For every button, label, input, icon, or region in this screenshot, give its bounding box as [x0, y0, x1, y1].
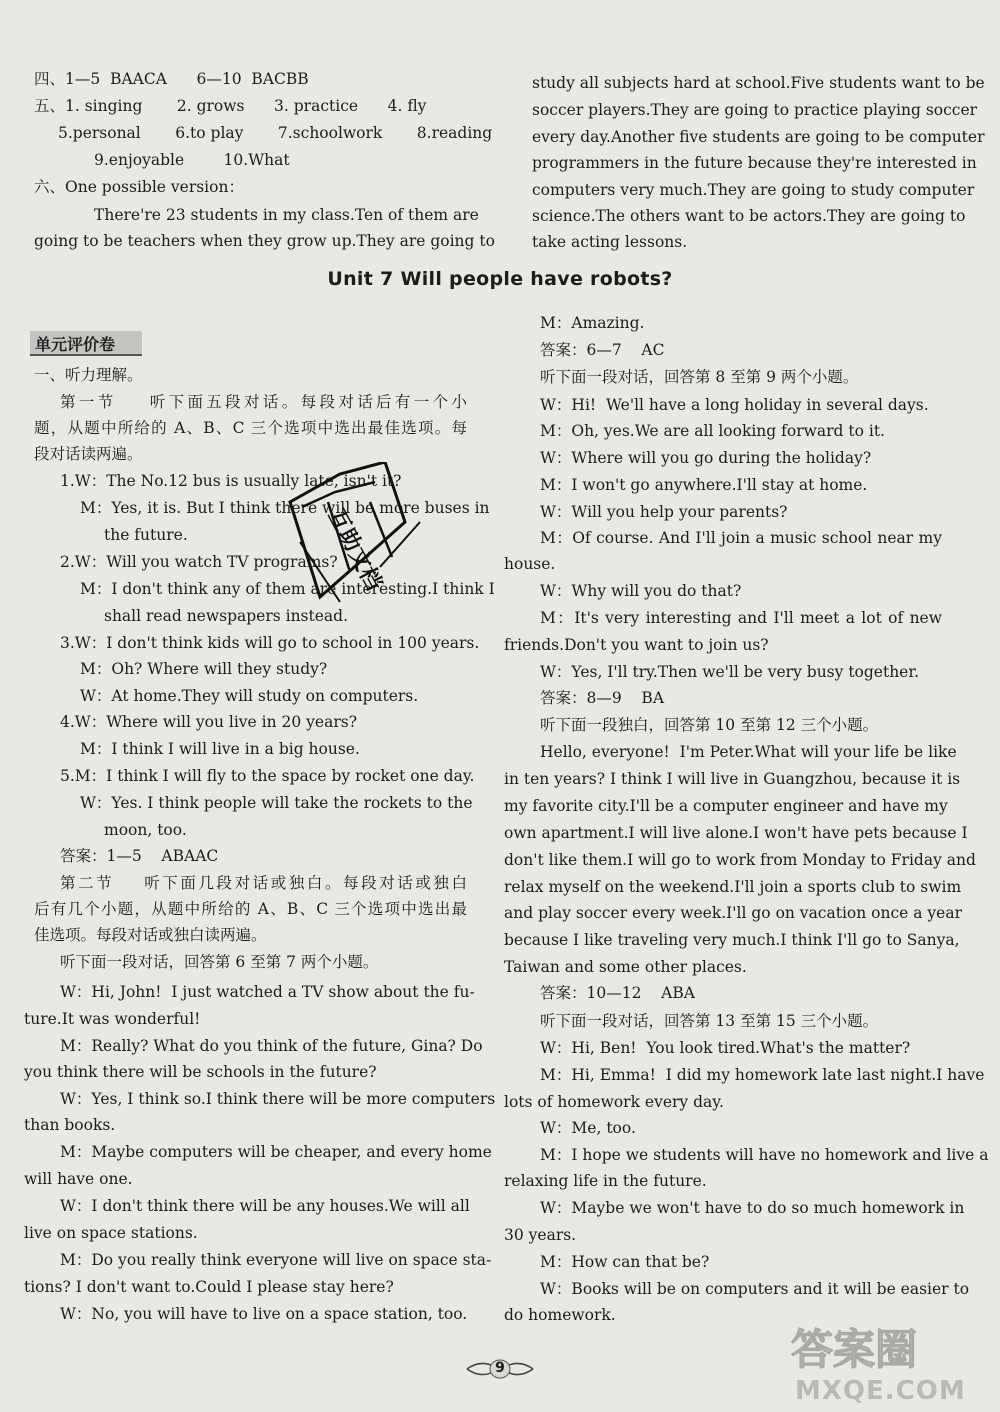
- text-line: 1.W：The No.12 bus is usually late, isn't it?: [60, 472, 402, 490]
- text-line: 2.W：Will you watch TV programs?: [60, 553, 338, 571]
- text-line: friends.Don't you want to join us?: [504, 636, 769, 654]
- text-line: and play soccer every week.I'll go on vacation once a year: [504, 904, 962, 922]
- essay-line: every day.Another five students are going to be computer: [532, 128, 985, 146]
- essay-line: science.The others want to be actors.They are going to: [532, 207, 966, 225]
- text-line: 段对话读两遍。: [34, 445, 143, 463]
- text-line: live on space stations.: [24, 1224, 198, 1242]
- text-line: W：Maybe we won't have to do so much homework in: [540, 1199, 965, 1217]
- answer-line: 四、1—5 BAACA 6—10 BACBB: [34, 70, 309, 88]
- text-line: W：Yes, I'll try.Then we'll be very busy together.: [540, 663, 919, 681]
- text-line: M：Yes, it is. But I think there will be more buses in: [80, 499, 490, 517]
- text-line: tions? I don't want to.Could I please stay here?: [24, 1278, 394, 1296]
- text-line: W：Where will you go during the holiday?: [540, 449, 872, 467]
- text-line: W：Hi! We'll have a long holiday in several days.: [540, 396, 929, 414]
- text-line: 答案：1—5 ABAAC: [60, 847, 219, 865]
- text-line: 30 years.: [504, 1226, 577, 1244]
- text-line: M：Really? What do you think of the future, Gina? Do: [60, 1037, 483, 1055]
- text-line: W：I don't think there will be any houses.We will all: [60, 1197, 470, 1215]
- answer-line: 5.personal 6.to play 7.schoolwork 8.reading: [58, 124, 493, 142]
- watermark-site: MXQE.COM: [795, 1376, 966, 1406]
- page-number: 9: [495, 1360, 505, 1376]
- answer-line: There're 23 students in my class.Ten of them are: [94, 206, 479, 224]
- text-line: W：Me, too.: [540, 1119, 636, 1137]
- watermark-logo: [785, 1318, 997, 1378]
- text-line: M：Oh? Where will they study?: [80, 660, 328, 678]
- text-line: M：I won't go anywhere.I'll stay at home.: [540, 476, 868, 494]
- text-line: because I like traveling very much.I think I'll go to Sanya,: [504, 931, 960, 949]
- text-line: W：No, you will have to live on a space station, too.: [60, 1305, 468, 1323]
- text-line: M：It's very interesting and I'll meet a lot of new: [540, 609, 942, 627]
- text-line: my favorite city.I'll be a computer engineer and have my: [504, 797, 948, 815]
- text-line: M：Of course. And I'll join a music school near my: [540, 529, 942, 547]
- page-number-badge: [465, 1358, 535, 1380]
- text-line: M：Do you really think everyone will live on space sta-: [60, 1251, 492, 1269]
- essay-line: soccer players.They are going to practice playing soccer: [532, 101, 978, 119]
- text-line: 第二节 听下面几段对话或独白。每段对话或独白: [60, 874, 467, 892]
- essay-line: programmers in the future because they're interested in: [532, 154, 977, 172]
- text-line: than books.: [24, 1116, 116, 1134]
- text-line: don't like them.I will go to work from Monday to Friday and: [504, 851, 976, 869]
- text-line: 答案：6—7 AC: [540, 341, 665, 359]
- text-line: M：Oh, yes.We are all looking forward to it.: [540, 422, 885, 440]
- text-line: ture.It was wonderful!: [24, 1010, 201, 1028]
- stamp-text: 互助文档: [322, 505, 387, 595]
- answer-line: 五、1. singing 2. grows 3. practice 4. fly: [34, 97, 427, 115]
- text-line: 答案：10—12 ABA: [540, 984, 695, 1002]
- text-line: will have one.: [24, 1170, 133, 1188]
- text-line: M：I hope we students will have no homework and live a: [540, 1146, 989, 1164]
- essay-line: study all subjects hard at school.Five students want to be: [532, 74, 985, 92]
- text-line: 第一节 听下面五段对话。每段对话后有一个小: [60, 393, 467, 411]
- text-line: M：Maybe computers will be cheaper, and every home: [60, 1143, 492, 1161]
- text-line: 听下面一段对话，回答第 8 至第 9 两个小题。: [540, 368, 859, 386]
- text-line: own apartment.I will live alone.I won't have pets because I: [504, 824, 968, 842]
- text-line: W：Why will you do that?: [540, 582, 742, 600]
- answer-line: 9.enjoyable 10.What: [94, 151, 290, 169]
- text-line: Hello, everyone! I'm Peter.What will your life be like: [540, 743, 957, 761]
- text-line: 听下面一段独白，回答第 10 至第 12 三个小题。: [540, 716, 879, 734]
- text-line: M：How can that be?: [540, 1253, 710, 1271]
- text-line: the future.: [104, 526, 188, 544]
- text-line: 4.W：Where will you live in 20 years?: [60, 713, 358, 731]
- text-line: 答案：8—9 BA: [540, 689, 665, 707]
- text-line: 一、听力理解。: [34, 366, 143, 384]
- watermark-brand-text: 答案圈: [791, 1325, 918, 1374]
- text-line: M：Hi, Emma! I did my homework late last night.I have: [540, 1066, 985, 1084]
- text-line: 佳选项。每段对话或独白读两遍。: [34, 926, 267, 944]
- text-line: 5.M：I think I will fly to the space by rocket one day.: [60, 767, 475, 785]
- text-line: do homework.: [504, 1306, 616, 1324]
- text-line: W：Yes. I think people will take the rockets to the: [80, 794, 473, 812]
- unit-title: Unit 7 Will people have robots?: [327, 268, 673, 290]
- text-line: lots of homework every day.: [504, 1093, 724, 1111]
- text-line: house.: [504, 555, 556, 573]
- text-line: W：Books will be on computers and it will be easier to: [540, 1280, 970, 1298]
- text-line: shall read newspapers instead.: [104, 607, 349, 625]
- text-line: 听下面一段对话，回答第 6 至第 7 两个小题。: [60, 953, 379, 971]
- text-line: M：I don't think any of them are interesting.I think I: [80, 580, 495, 598]
- text-line: relax myself on the weekend.I'll join a sports club to swim: [504, 878, 962, 896]
- text-line: 听下面一段对话，回答第 13 至第 15 三个小题。: [540, 1012, 879, 1030]
- text-line: W：At home.They will study on computers.: [80, 687, 419, 705]
- text-line: M：Amazing.: [540, 314, 645, 332]
- text-line: 题，从题中所给的 A、B、C 三个选项中选出最佳选项。每: [34, 419, 467, 437]
- text-line: Taiwan and some other places.: [504, 958, 747, 976]
- text-line: 后有几个小题，从题中所给的 A、B、C 三个选项中选出最: [34, 900, 467, 918]
- answer-line: going to be teachers when they grow up.They are going to: [34, 232, 495, 250]
- text-line: W：Will you help your parents?: [540, 503, 788, 521]
- text-line: 3.W：I don't think kids will go to school in 100 years.: [60, 634, 480, 652]
- text-line: relaxing life in the future.: [504, 1172, 707, 1190]
- essay-line: take acting lessons.: [532, 233, 688, 251]
- text-line: you think there will be schools in the future?: [24, 1063, 377, 1081]
- section-badge-label: 单元评价卷: [35, 335, 116, 354]
- watermark: [785, 1318, 997, 1410]
- text-line: W：Hi, John! I just watched a TV show about the fu-: [60, 983, 475, 1001]
- answer-line: 六、One possible version：: [34, 178, 244, 196]
- text-line: in ten years? I think I will live in Guangzhou, because it is: [504, 770, 961, 788]
- stamp-mark: [280, 462, 430, 632]
- text-line: moon, too.: [104, 821, 187, 839]
- essay-line: computers very much.They are going to study computer: [532, 181, 975, 199]
- text-line: M：I think I will live in a big house.: [80, 740, 360, 758]
- section-badge: [30, 331, 142, 356]
- text-line: W：Hi, Ben! You look tired.What's the matter?: [540, 1039, 911, 1057]
- text-line: W：Yes, I think so.I think there will be more computers: [60, 1090, 496, 1108]
